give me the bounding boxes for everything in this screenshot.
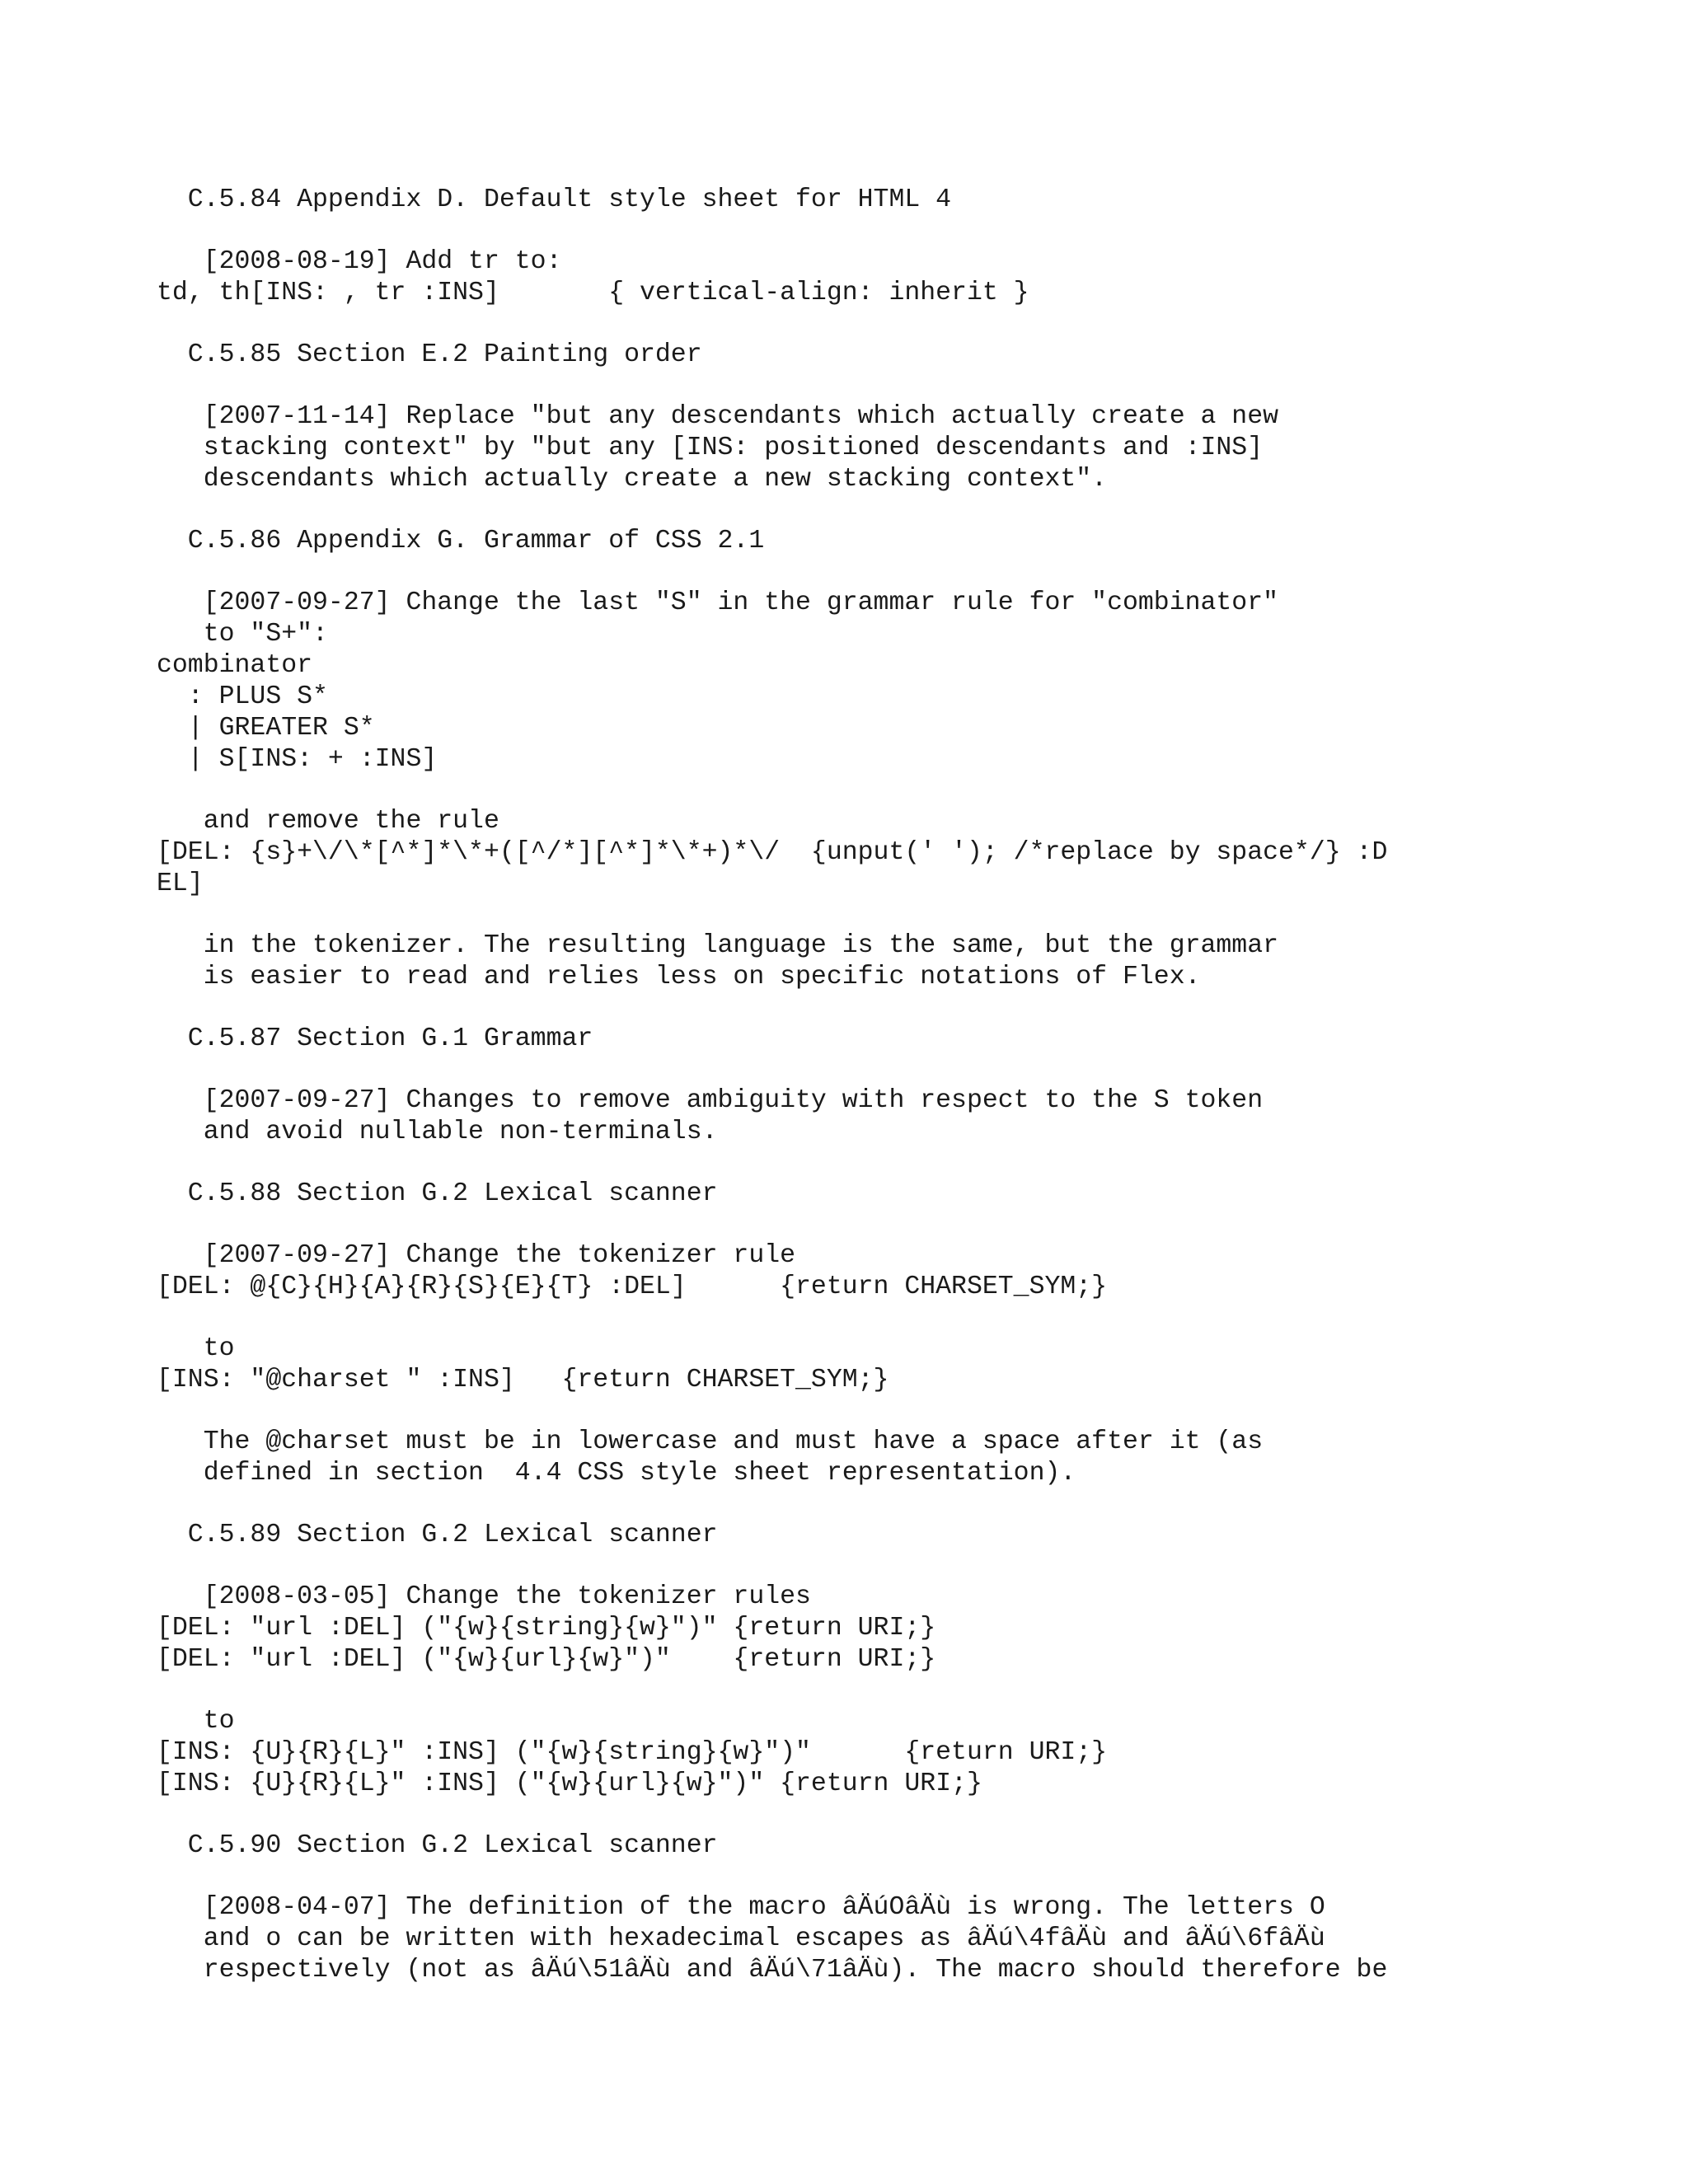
- code-line: [INS: {U}{R}{L}" :INS] ("{w}{url}{w}")" {return URI;}: [157, 1769, 982, 1798]
- code-line: : PLUS S*: [157, 682, 328, 711]
- heading-c-5-87: C.5.87 Section G.1 Grammar: [157, 1024, 593, 1053]
- text-line: and avoid nullable non-terminals.: [157, 1118, 718, 1146]
- text-line: [2008-04-07] The definition of the macro âÄúOâÄù is wrong. The letters O: [157, 1893, 1325, 1922]
- code-line: [DEL: "url :DEL] ("{w}{string}{w}")" {return URI;}: [157, 1614, 936, 1643]
- code-line: | GREATER S*: [157, 714, 375, 743]
- heading-c-5-85: C.5.85 Section E.2 Painting order: [157, 340, 702, 369]
- text-line: [2007-09-27] Changes to remove ambiguity with respect to the S token: [157, 1086, 1264, 1115]
- text-line: and o can be written with hexadecimal escapes as âÄú\4fâÄù and âÄú\6fâÄù: [157, 1924, 1325, 1953]
- text-line: defined in section 4.4 CSS style sheet representation).: [157, 1459, 1076, 1488]
- code-line: [DEL: @{C}{H}{A}{R}{S}{E}{T} :DEL] {return CHARSET_SYM;}: [157, 1272, 1108, 1301]
- text-line: to: [157, 1707, 235, 1736]
- text-line: [2007-09-27] Change the last "S" in the grammar rule for "combinator": [157, 588, 1279, 617]
- text-line: stacking context" by "but any [INS: positioned descendants and :INS]: [157, 434, 1264, 462]
- heading-c-5-84: C.5.84 Appendix D. Default style sheet for HTML 4: [157, 185, 952, 214]
- heading-c-5-88: C.5.88 Section G.2 Lexical scanner: [157, 1179, 718, 1208]
- text-line: [2008-03-05] Change the tokenizer rules: [157, 1582, 811, 1611]
- code-line: combinator: [157, 651, 313, 680]
- code-line: td, th[INS: , tr :INS] { vertical-align: inherit }: [157, 279, 1029, 307]
- text-line: respectively (not as âÄú\51âÄù and âÄú\71âÄù). The macro should therefore be: [157, 1956, 1388, 1985]
- code-line: EL]: [157, 869, 204, 898]
- code-line: [DEL: {s}+\/\*[^*]*\*+([^/*][^*]*\*+)*\/ {unput(' '); /*replace by space*/} :D: [157, 838, 1388, 867]
- text-line: descendants which actually create a new stacking context".: [157, 465, 1108, 494]
- code-line: [INS: {U}{R}{L}" :INS] ("{w}{string}{w}")" {return URI;}: [157, 1738, 1108, 1767]
- heading-c-5-89: C.5.89 Section G.2 Lexical scanner: [157, 1521, 718, 1549]
- text-line: to: [157, 1334, 235, 1363]
- code-line: [INS: "@charset " :INS] {return CHARSET_SYM;}: [157, 1366, 889, 1394]
- heading-c-5-90: C.5.90 Section G.2 Lexical scanner: [157, 1831, 718, 1860]
- text-line: and remove the rule: [157, 807, 499, 836]
- text-line: [2007-11-14] Replace "but any descendants which actually create a new: [157, 402, 1279, 431]
- text-line: is easier to read and relies less on specific notations of Flex.: [157, 963, 1201, 991]
- text-line: in the tokenizer. The resulting language is the same, but the grammar: [157, 931, 1279, 960]
- text-line: The @charset must be in lowercase and must have a space after it (as: [157, 1427, 1264, 1456]
- code-line: [DEL: "url :DEL] ("{w}{url}{w}")" {return URI;}: [157, 1645, 936, 1674]
- text-line: to "S+":: [157, 620, 328, 649]
- text-line: [2008-08-19] Add tr to:: [157, 247, 562, 276]
- text-line: [2007-09-27] Change the tokenizer rule: [157, 1241, 796, 1270]
- heading-c-5-86: C.5.86 Appendix G. Grammar of CSS 2.1: [157, 527, 765, 555]
- code-line: | S[INS: + :INS]: [157, 745, 438, 774]
